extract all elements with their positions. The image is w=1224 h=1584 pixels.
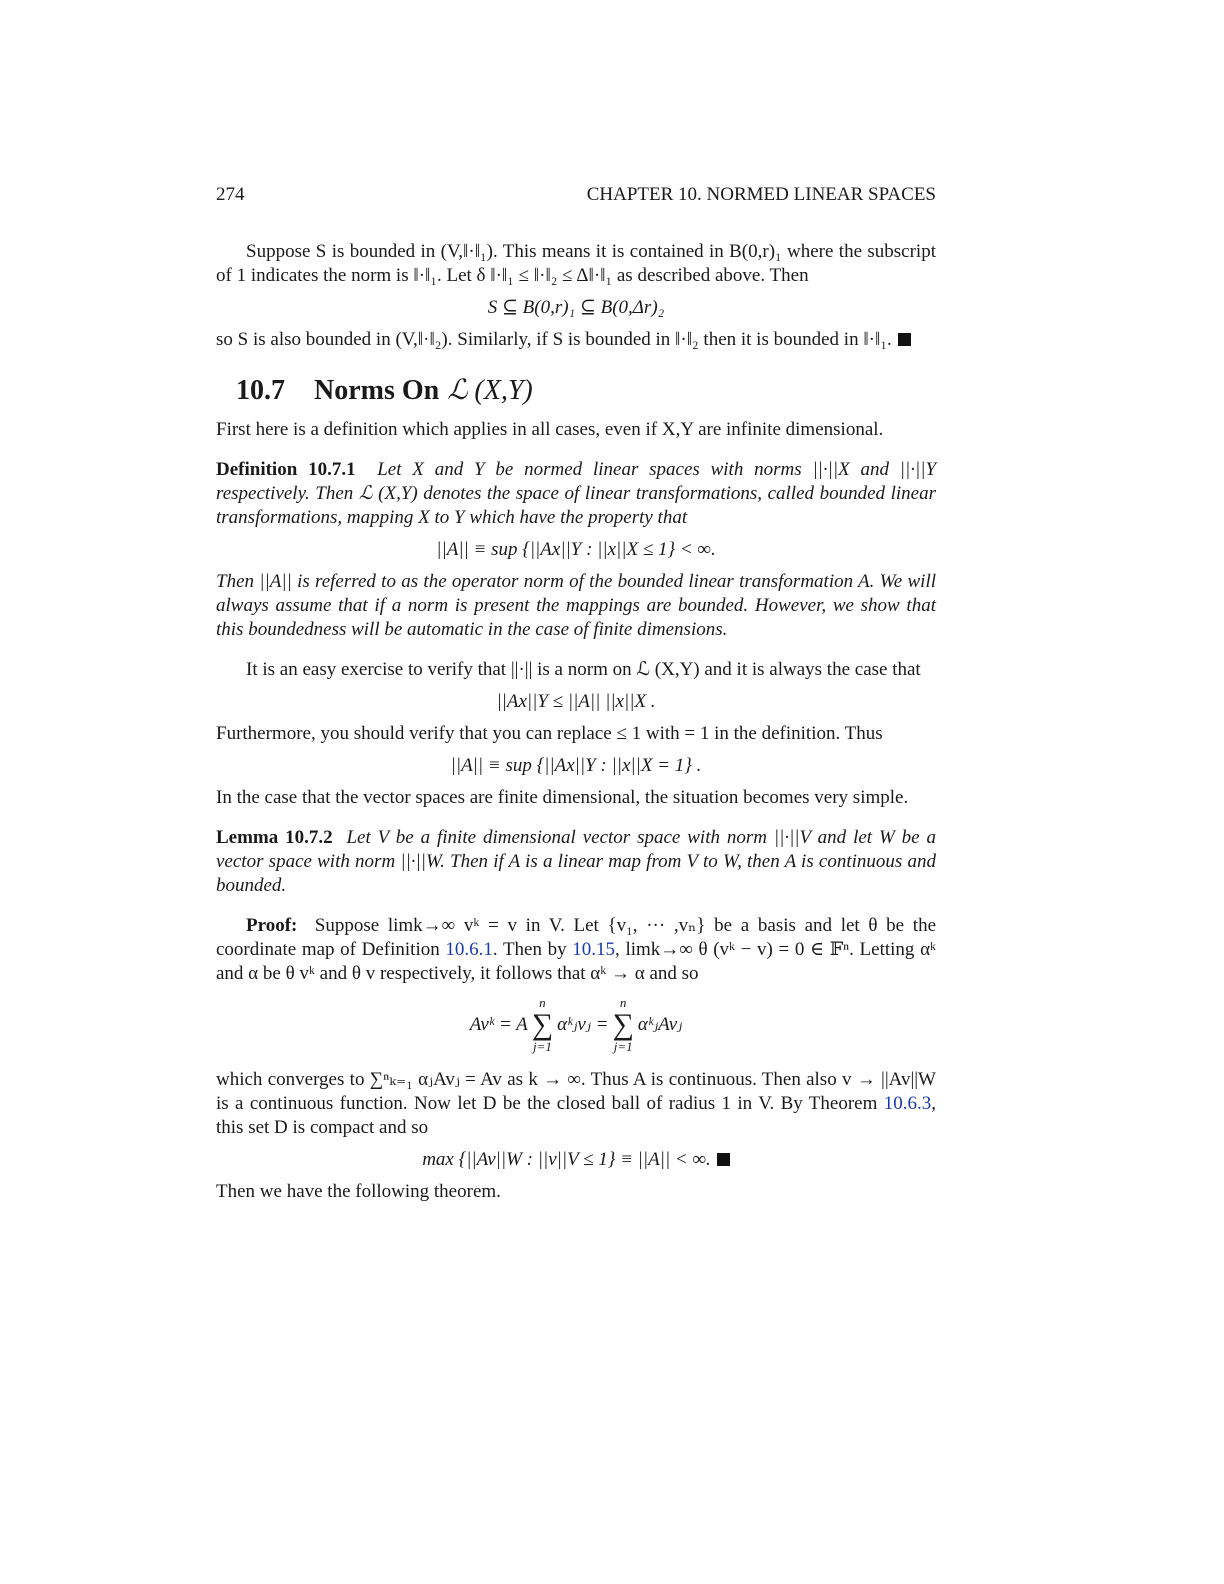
definition-text-2: Then ||A|| is referred to as the operator norm of the bounded linear transformation A. We will always assume that if a norm is present the mappings are bounded. However, we show that this boundedness will be automatic in the case of finite dimensions. (216, 571, 936, 640)
norm-inequality: ||Ax||Y ≤ ||A|| ||x||X . (496, 691, 656, 712)
section-number: 10.7 (236, 375, 285, 406)
theorem-link[interactable]: 10.6.3 (883, 1093, 932, 1114)
definition-block (216, 458, 936, 642)
exercise-block (216, 658, 936, 810)
qed-square-icon (898, 333, 911, 346)
proof-end-paragraph-2: so S is also bounded in (V,‖·‖₂). Similarly, if S is bounded in ‖·‖₂ then it is bounded in ‖·‖₁. (216, 328, 936, 352)
summation-symbol-2: n ∑ j=1 (612, 995, 634, 1054)
equation-link[interactable]: 10.15 (572, 939, 616, 960)
definition-label: Definition 10.7.1 (216, 459, 356, 480)
summation-symbol: n ∑ j=1 (531, 995, 554, 1054)
exercise-paragraph-2: Furthermore, you should verify that you can replace ≤ 1 with = 1 in the definition. Thus (216, 723, 883, 744)
section-heading (236, 374, 936, 408)
intro-paragraph: First here is a definition which applies in all cases, even if X,Y are infinite dimensional. (216, 419, 884, 440)
page-body (216, 240, 936, 1204)
proof-block (216, 914, 936, 1204)
proof-paragraph: Proof: Suppose limk→∞ vᵏ = v in V. Let {v₁, ··· ,vₙ} be a basis and let θ be the coordinate map of Definition 10.6.1. Then by 10.15, limk→∞ θ (vᵏ − v) = 0 ∈ 𝔽ⁿ. Letting αᵏ and α be θ vᵏ and θ v respectively, it follows that αᵏ → α and so (216, 915, 937, 984)
section-title: Norms On (314, 375, 440, 406)
inclusion-equation: S ⊆ B(0,r)₁ ⊆ B(0,Δr)₂ (487, 297, 665, 318)
page-number: 274 (216, 184, 245, 205)
operator-norm-equation: ||A|| ≡ sup {||Ax||Y : ||x||X ≤ 1} < ∞. (436, 539, 716, 560)
running-header (216, 183, 936, 207)
qed-square-icon (717, 1153, 730, 1166)
closing-paragraph: Then we have the following theorem. (216, 1181, 501, 1202)
lemma-label: Lemma 10.7.2 (216, 827, 333, 848)
operator-norm-equation-2: ||A|| ≡ sup {||Ax||Y : ||x||X = 1} . (450, 755, 702, 776)
sum-equation: Avᵏ = A n ∑ j=1 αᵏⱼvⱼ = n ∑ j=1 αᵏⱼAvⱼ (469, 995, 683, 1054)
exercise-paragraph: It is an easy exercise to verify that ||·|| is a norm on ℒ (X,Y) and it is always the case that (246, 659, 921, 680)
proof-end-paragraph: Suppose S is bounded in (V,‖·‖₁). This means it is contained in B(0,r)₁ where the subscript of 1 indicates the norm is ‖·‖₁. Let δ ‖·‖₁ ≤ ‖·‖₂ ≤ Δ‖·‖₁ as described above. Then (216, 241, 936, 286)
proof-label: Proof: (246, 915, 298, 936)
exercise-paragraph-3: In the case that the vector spaces are finite dimensional, the situation becomes very simple. (216, 787, 909, 808)
proof-paragraph-2: which converges to ∑ⁿₖ₌₁ αⱼAvⱼ = Av as k → ∞. Thus A is continuous. Then also v → ||Av||W is a continuous function. Now let D be the closed ball of radius 1 in V. By Theorem 10.6.3, this set D is compact and so (216, 1069, 936, 1138)
chapter-title: CHAPTER 10. NORMED LINEAR SPACES (586, 184, 936, 205)
lemma-text: Let V be a finite dimensional vector space with norm ||·||V and let W be a vector space with norm ||·||W. Then if A is a linear map from V to W, then A is continuous and bounded. (216, 827, 936, 896)
definition-text: Let X and Y be normed linear spaces with norms ||·||X and ||·||Y respectively. Then ℒ (X,Y) denotes the space of linear transformations, called bounded linear transformations, mapping X to Y which have the property that (216, 459, 937, 528)
lemma-block (216, 826, 936, 898)
max-equation: max {||Av||W : ||v||V ≤ 1} ≡ ||A|| < ∞. (216, 1148, 936, 1172)
section-title-math: ℒ (X,Y) (447, 375, 533, 406)
definition-link[interactable]: 10.6.1 (445, 939, 493, 960)
